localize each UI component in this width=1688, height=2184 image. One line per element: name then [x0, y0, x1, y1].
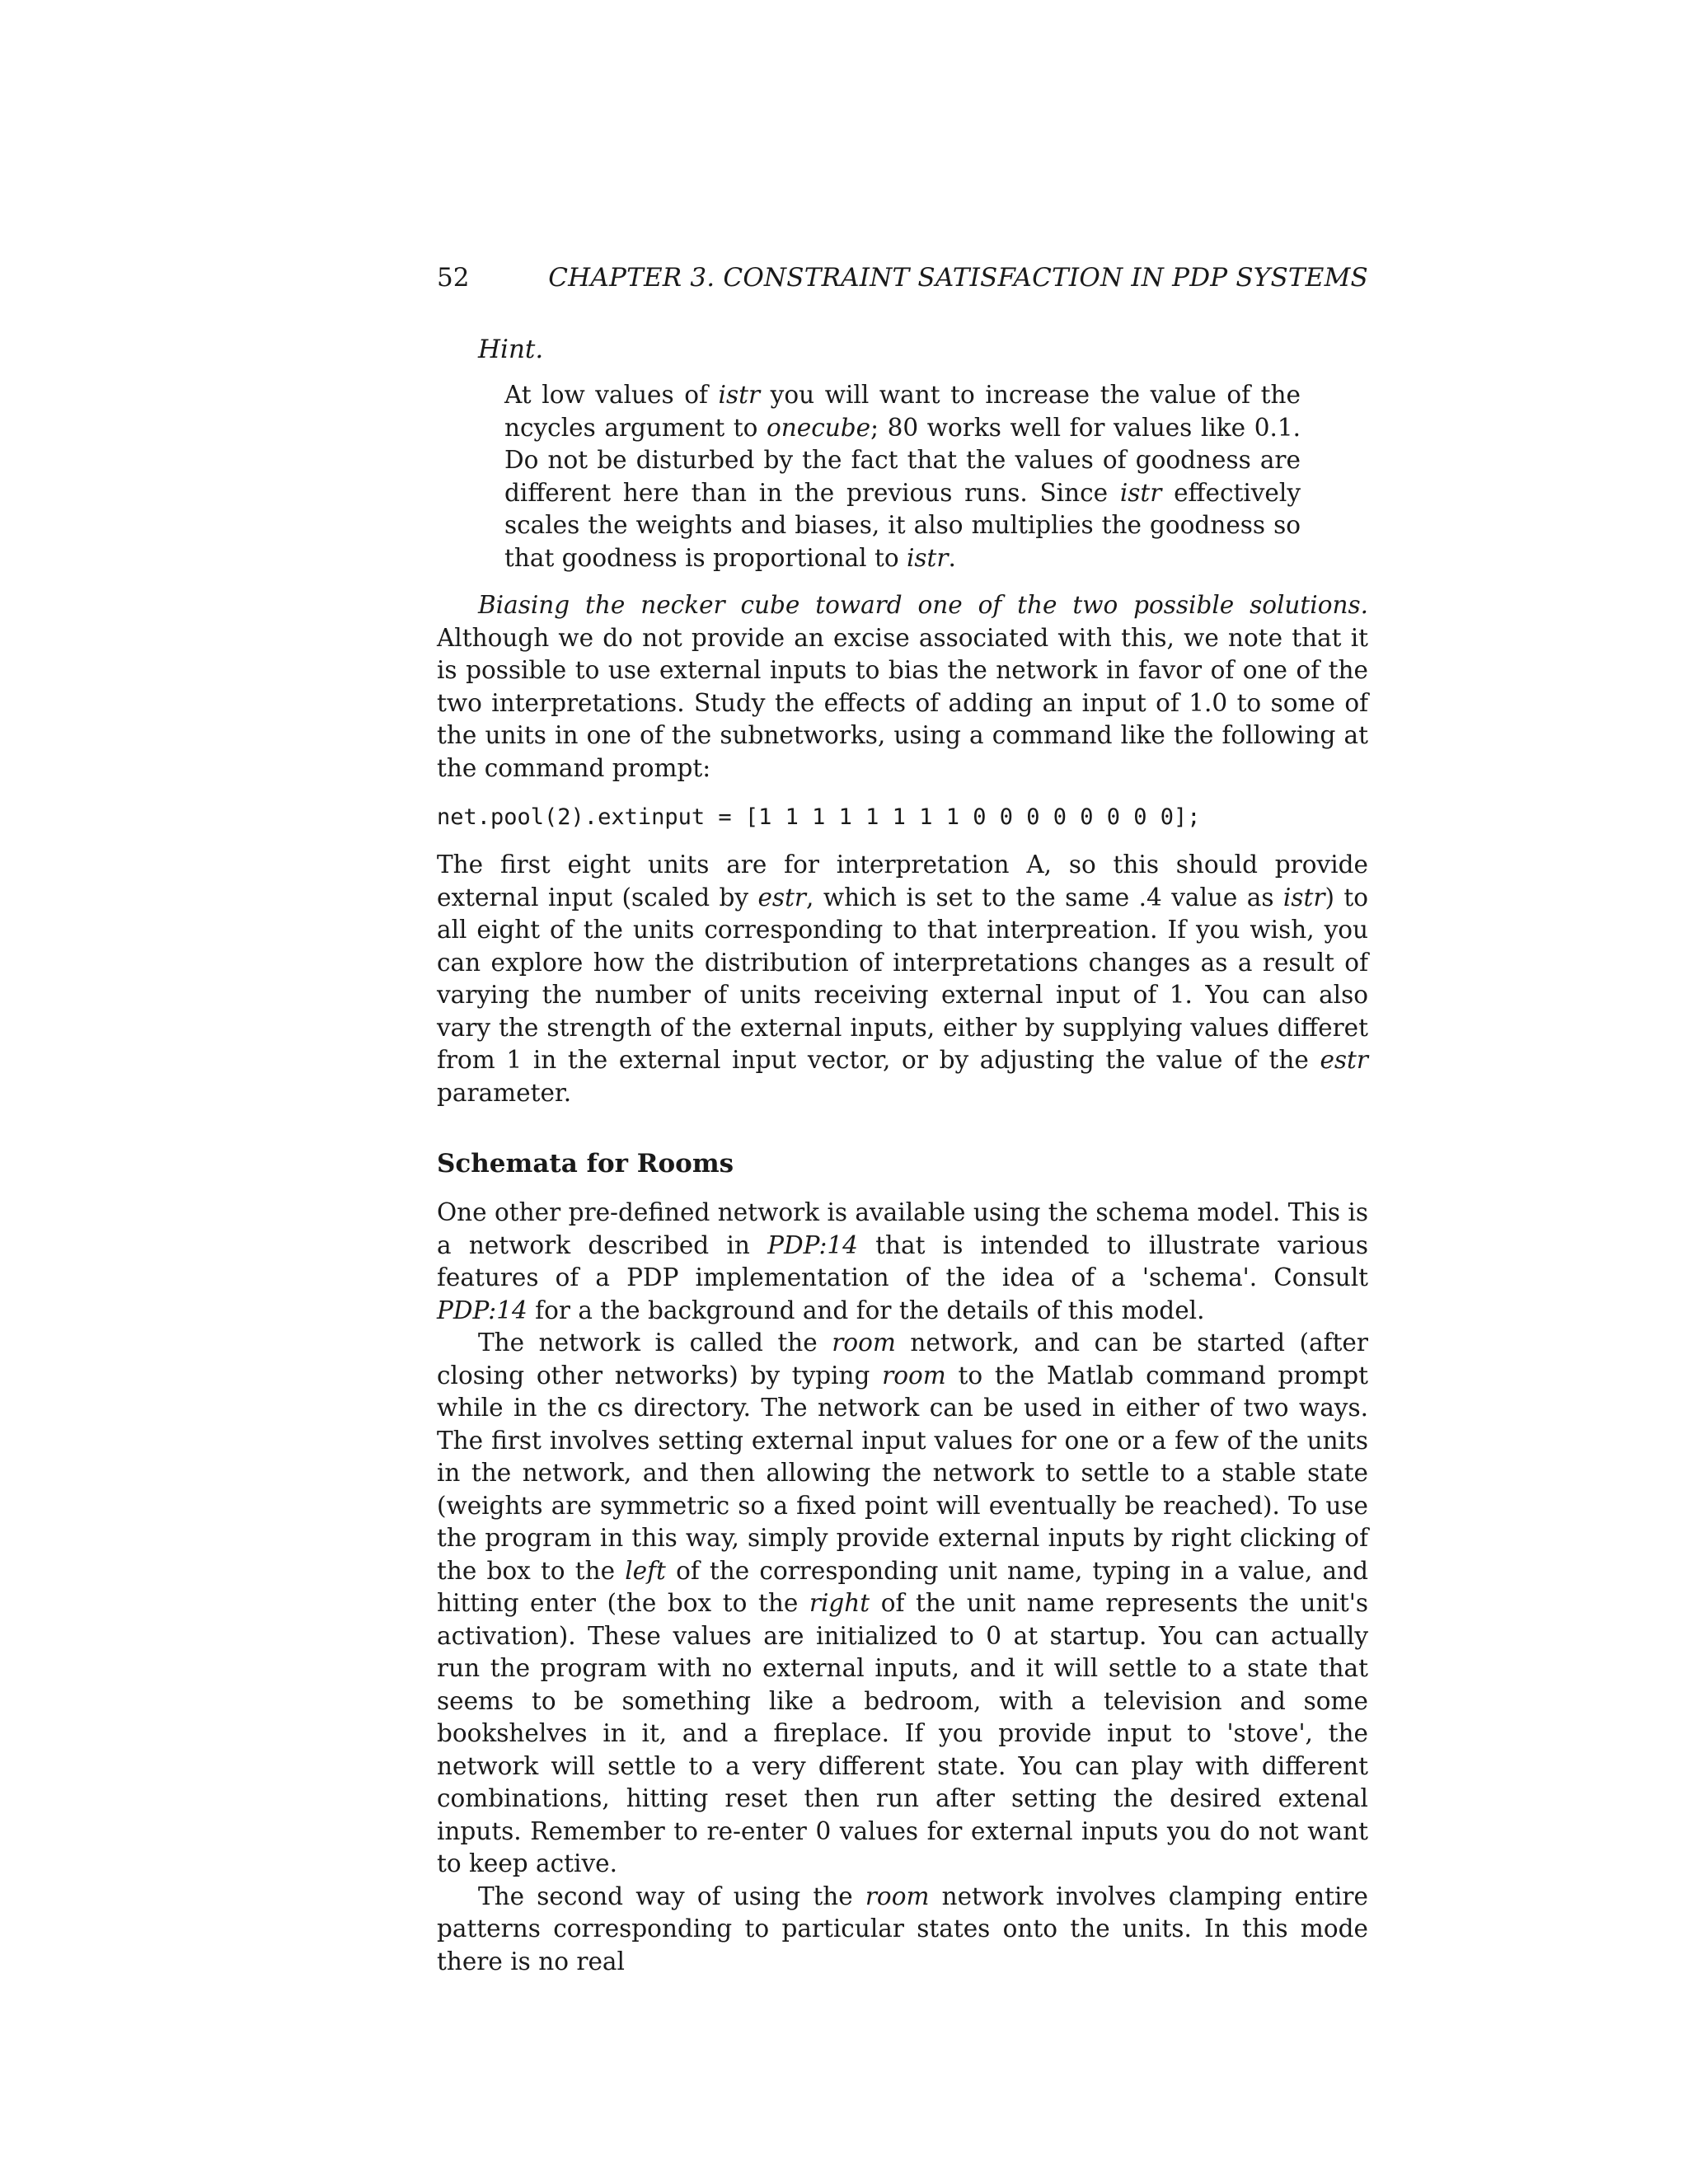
running-head: CHAPTER 3. CONSTRAINT SATISFACTION IN PDP SYSTEMS [548, 263, 1368, 293]
hint-quote: At low values of istr you will want to increase the value of the ncycles argument to onecube; 80 works well for values like 0.1. Do not be disturbed by the fact that the values of goodness are different here than in the previous runs. Since istr effectively scales the weights and biases, it also multiplies the goodness so that goodness is proportional to istr. [504, 381, 1301, 572]
bias-paragraph: Biasing the necker cube toward one of the two possible solutions. Although we do not provide an excise associated with this, we note that it is possible to use external inputs to bias the network in favor of one of the two interpretations. Study the effects of adding an input of 1.0 to some of the units in one of the subnetworks, using a command like the following at the command prompt: [437, 591, 1368, 782]
hint-label: Hint. [478, 335, 544, 364]
bias-paragraph-lead: Biasing the necker cube toward one of the two possible solutions. [478, 591, 1368, 619]
page-header [437, 257, 1368, 298]
section-heading: Schemata for Rooms [437, 1149, 734, 1179]
document-page [437, 257, 1368, 1978]
page-number: 52 [437, 263, 470, 293]
rooms-paragraph-1: One other pre-defined network is available using the schema model. This is a network described in PDP:14 that is intended to illustrate various features of a PDP implementation of the idea of a 'schema'. Consult PDP:14 for a the background and for the details of this model. [437, 1198, 1368, 1324]
interpretation-paragraph: The first eight units are for interpretation A, so this should provide external input (scaled by estr, which is set to the same .4 value as istr) to all eight of the units corresponding to that interpreation. If you wish, you can explore how the distribution of interpretations changes as a result of varying the number of units receiving external input of 1. You can also vary the strength of the external inputs, either by supplying values differet from 1 in the external input vector, or by adjusting the value of the estr parameter. [437, 851, 1368, 1107]
rooms-paragraph-2: The network is called the room network, and can be started (after closing other networks) by typing room to the Matlab command prompt while in the cs directory. The network can be used in either of two ways. The first involves setting external input values for one or a few of the units in the network, and then allowing the network to settle to a stable state (weights are symmetric so a fixed point will eventually be reached). To use the program in this way, simply provide external inputs by right clicking of the box to the left of the corresponding unit name, typing in a value, and hitting enter (the box to the right of the unit name represents the unit's activation). These values are initialized to 0 at startup. You can actually run the program with no external inputs, and it will settle to a state that seems to be something like a bedroom, with a television and some bookshelves in it, and a fireplace. If you provide input to 'stove', the network will settle to a very different state. You can play with different combinations, hitting reset then run after setting the desired extenal inputs. Remember to re-enter 0 values for external inputs you do not want to keep active. [437, 1329, 1368, 1877]
code-command: net.pool(2).extinput = [1 1 1 1 1 1 1 1 0 0 0 0 0 0 0 0]; [437, 804, 1201, 830]
rooms-paragraph-3: The second way of using the room network involves clamping entire patterns corresponding to particular states onto the units. In this mode there is no real [437, 1882, 1368, 1975]
